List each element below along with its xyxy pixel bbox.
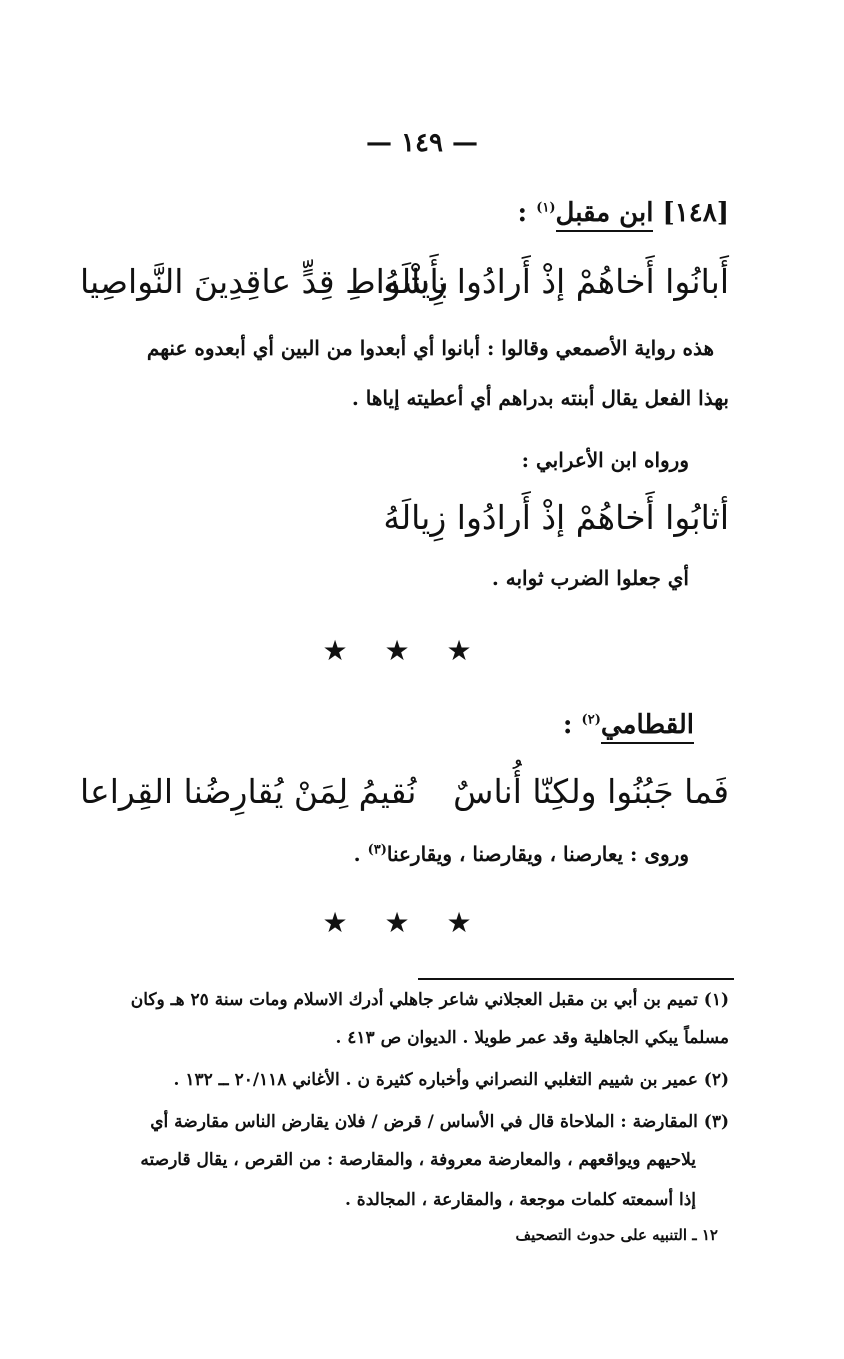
verse-first-hemistich: فَما جَبُنُوا ولكِنّا أُناسٌ bbox=[453, 772, 729, 811]
commentary-line: ورواه ابن الأعرابي : bbox=[521, 448, 689, 472]
colon: : bbox=[562, 710, 582, 740]
footnote-3: (٣) المقارضة : الملاحاة قال في الأساس / قرض / فلان يقارض الناس مقارضة أي bbox=[150, 1112, 729, 1132]
commentary-line: أي جعلوا الضرب ثوابه . bbox=[491, 566, 689, 590]
footnote-ref: (١) bbox=[536, 200, 556, 216]
section-divider-stars: ★ ★ ★ bbox=[322, 634, 486, 667]
footnote-1-continued: مسلماً يبكي الجاهلية وقد عمر طويلا . الديوان ص ٤١٣ . bbox=[335, 1028, 729, 1048]
footnote-3-continued: يلاحيهم ويواقعهم ، والمعارضة معروفة ، والمقارصة : من القرص ، يقال قارصته bbox=[140, 1150, 696, 1170]
poet-name: القطامي bbox=[601, 710, 694, 744]
verse-second-hemistich: بأَشْواطِ قِدٍّ عاقِدِينَ النَّواصِيا bbox=[80, 262, 449, 301]
footnote-separator bbox=[418, 978, 734, 980]
footnote-ref: (٣) bbox=[367, 842, 387, 858]
entry-number: [١٤٨] bbox=[653, 198, 729, 228]
entry-heading-148 bbox=[518, 198, 729, 228]
colon: : bbox=[517, 198, 537, 228]
period: . bbox=[353, 842, 368, 866]
entry-heading-qutami bbox=[563, 710, 694, 740]
commentary-line: هذه رواية الأصمعي وقالوا : أبانوا أي أبعدوا من البين أي أبعدوه عنهم bbox=[146, 336, 714, 360]
verse-first-hemistich: أَبانُوا أَخاهُمْ إذْ أَرادُوا زِيالَهُ bbox=[383, 262, 729, 301]
variant-readings: وروى : يعارصنا ، ويقارصنا ، ويقارعنا bbox=[386, 842, 689, 866]
footnote-2: (٢) عمير بن شييم التغلبي النصراني وأخباره كثيرة ن . الأغاني ٢٠/١١٨ ــ ١٣٢ . bbox=[173, 1070, 729, 1090]
running-footer: ١٢ ـ التنبيه على حدوث التصحيف bbox=[515, 1226, 718, 1244]
section-divider-stars: ★ ★ ★ bbox=[322, 906, 486, 939]
footnote-3-continued: إذا أسمعته كلمات موجعة ، والمقارعة ، المجالدة . bbox=[344, 1190, 696, 1210]
footnote-ref: (٢) bbox=[581, 712, 601, 728]
page-number: — ١٤٩ — bbox=[365, 128, 479, 158]
footnote-1: (١) تميم بن أبي بن مقبل العجلاني شاعر جاهلي أدرك الاسلام ومات سنة ٢٥ هـ وكان bbox=[130, 990, 729, 1010]
commentary-line bbox=[354, 842, 689, 866]
verse-variant: أثابُوا أَخاهُمْ إذْ أَرادُوا زِيالَهُ bbox=[383, 498, 729, 537]
commentary-line: بهذا الفعل يقال أبنته بدراهم أي أعطيته إياها . bbox=[351, 386, 729, 410]
verse-second-hemistich: نُقيمُ لِمَنْ يُقارِضُنا القِراعا bbox=[80, 772, 417, 811]
poet-name: ابن مقبل bbox=[556, 198, 654, 232]
